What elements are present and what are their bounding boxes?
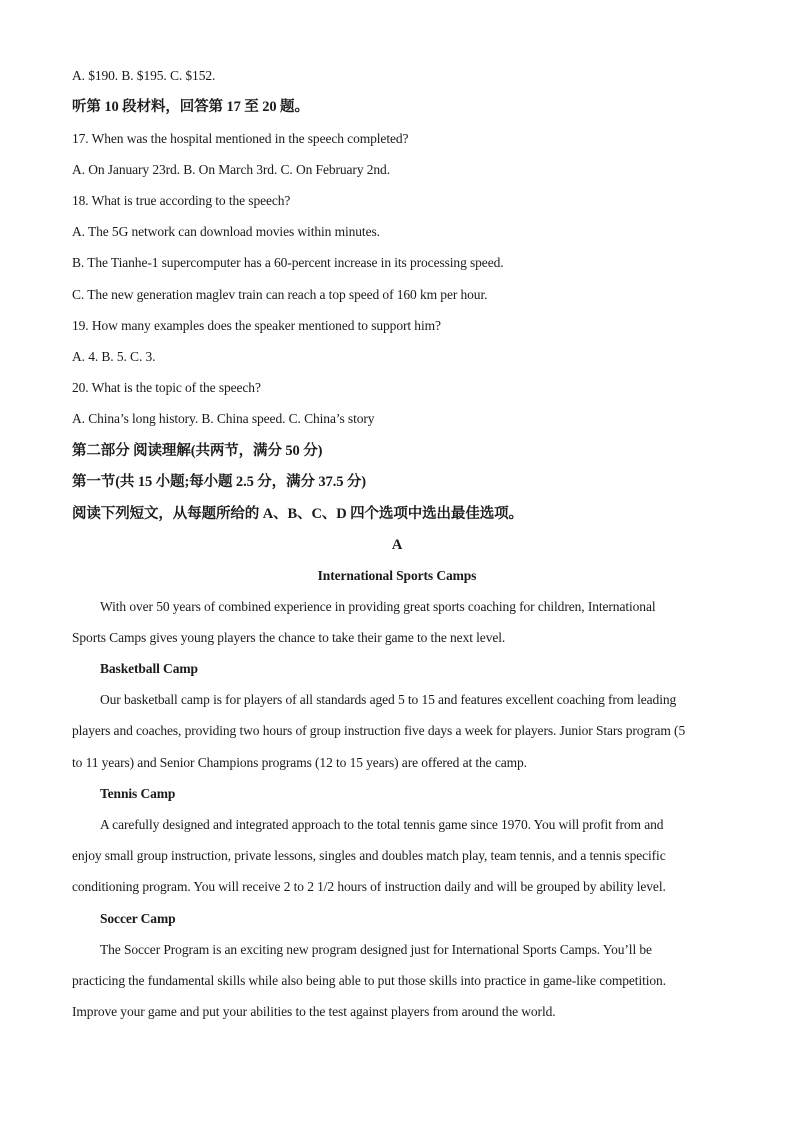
q18-option-a: A. The 5G network can download movies within minutes. (72, 224, 380, 239)
soccer-heading: Soccer Camp (100, 911, 176, 926)
section10-heading: 听第 10 段材料，回答第 17 至 20 题。 (72, 99, 309, 115)
q18-option-c: C. The new generation maglev train can reach a top speed of 160 km per hour. (72, 287, 488, 302)
tennis-line-2: enjoy small group instruction, private lessons, singles and doubles match play, team tennis, and a tennis specific (72, 848, 666, 863)
tennis-line-1: A carefully designed and integrated approach to the total tennis game since 1970. You will profit from and (100, 817, 664, 832)
intro-line-2: Sports Camps gives young players the chance to take their game to the next level. (72, 630, 506, 645)
passage-letter: A (391, 537, 403, 553)
intro-line-1: With over 50 years of combined experience in providing great sports coaching for children, International (100, 599, 656, 614)
tennis-heading: Tennis Camp (100, 786, 176, 801)
part-heading: 第二部分 阅读理解(共两节，满分 50 分) (72, 443, 323, 459)
basketball-line-2: players and coaches, providing two hours of group instruction five days a week for players. Junior Stars program (5 (72, 723, 686, 738)
basketball-line-3: to 11 years) and Senior Champions programs (12 to 15 years) are offered at the camp. (72, 755, 527, 770)
soccer-line-3: Improve your game and put your abilities to the test against players from around the world. (72, 1004, 556, 1019)
passage-title: International Sports Camps (317, 568, 477, 583)
basketball-line-1: Our basketball camp is for players of all standards aged 5 to 15 and features excellent coaching from leading (100, 692, 677, 707)
q17-question: 17. When was the hospital mentioned in the speech completed? (72, 131, 409, 146)
section-heading: 第一节(共 15 小题;每小题 2.5 分，满分 37.5 分) (72, 474, 367, 490)
q20-question: 20. What is the topic of the speech? (72, 380, 261, 395)
tennis-line-3: conditioning program. You will receive 2 to 2 1/2 hours of instruction daily and will be grouped by ability level. (72, 879, 666, 894)
q19-question: 19. How many examples does the speaker mentioned to support him? (72, 318, 441, 333)
q19-options: A. 4. B. 5. C. 3. (72, 349, 156, 364)
q16-options: A. $190. B. $195. C. $152. (72, 68, 216, 83)
q18-option-b: B. The Tianhe-1 supercomputer has a 60-percent increase in its processing speed. (72, 255, 504, 270)
instruction: 阅读下列短文，从每题所给的 A、B、C、D 四个选项中选出最佳选项。 (72, 506, 523, 522)
soccer-line-2: practicing the fundamental skills while also being able to put those skills into practice in game-like competition. (72, 973, 666, 988)
q17-options: A. On January 23rd. B. On March 3rd. C. On February 2nd. (72, 162, 390, 177)
soccer-line-1: The Soccer Program is an exciting new program designed just for International Sports Camps. You’ll be (100, 942, 652, 957)
q20-options: A. China’s long history. B. China speed. C. China’s story (72, 411, 375, 426)
basketball-heading: Basketball Camp (100, 661, 198, 676)
q18-question: 18. What is true according to the speech? (72, 193, 291, 208)
